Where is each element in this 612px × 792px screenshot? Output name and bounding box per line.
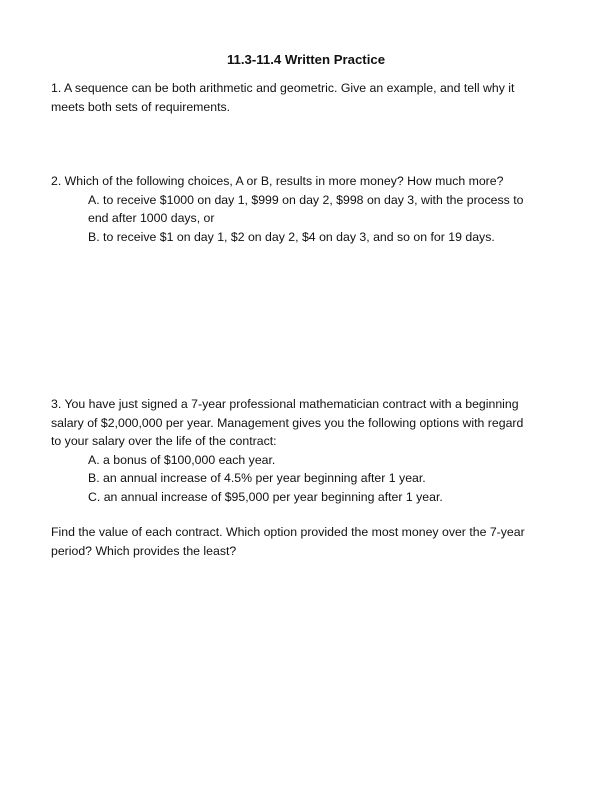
question-3-followup-line: period? Which provides the least? — [51, 543, 237, 558]
question-3 — [51, 395, 561, 506]
question-3-stem-line: to your salary over the life of the contract: — [51, 434, 277, 448]
option-a-line: end after 1000 days, or — [88, 211, 215, 225]
question-3-followup-line: Find the value of each contract. Which option provided the most money over the 7-year — [51, 525, 525, 539]
question-3-option-a: A. a bonus of $100,000 each year. — [88, 452, 276, 467]
question-2-option-b — [51, 228, 561, 247]
question-3-stem-line: 3. You have just signed a 7-year professional mathematician contract with a beginning — [51, 397, 519, 411]
question-3-options — [51, 451, 561, 507]
question-3-stem-line: salary of $2,000,000 per year. Management gives you the following options with regard — [51, 415, 524, 430]
page-title: 11.3-11.4 Written Practice — [226, 52, 386, 67]
question-3-followup — [51, 523, 561, 560]
question-2-option-a — [51, 191, 561, 228]
question-3-option-c: C. an annual increase of $95,000 per year beginning after 1 year. — [88, 489, 443, 504]
option-b-line: B. to receive $1 on day 1, $2 on day 2, $4 on day 3, and so on for 19 days. — [88, 229, 495, 244]
question-1 — [51, 79, 561, 116]
question-1-line: meets both sets of requirements. — [51, 99, 231, 114]
question-1-line: 1. A sequence can be both arithmetic and geometric. Give an example, and tell why it — [51, 81, 515, 95]
question-2-stem: 2. Which of the following choices, A or B, results in more money? How much more? — [51, 174, 504, 188]
question-3-option-b: B. an annual increase of 4.5% per year beginning after 1 year. — [88, 471, 426, 485]
question-2 — [51, 172, 561, 246]
option-a-line: A. to receive $1000 on day 1, $999 on day 2, $998 on day 3, with the process to — [88, 192, 524, 207]
